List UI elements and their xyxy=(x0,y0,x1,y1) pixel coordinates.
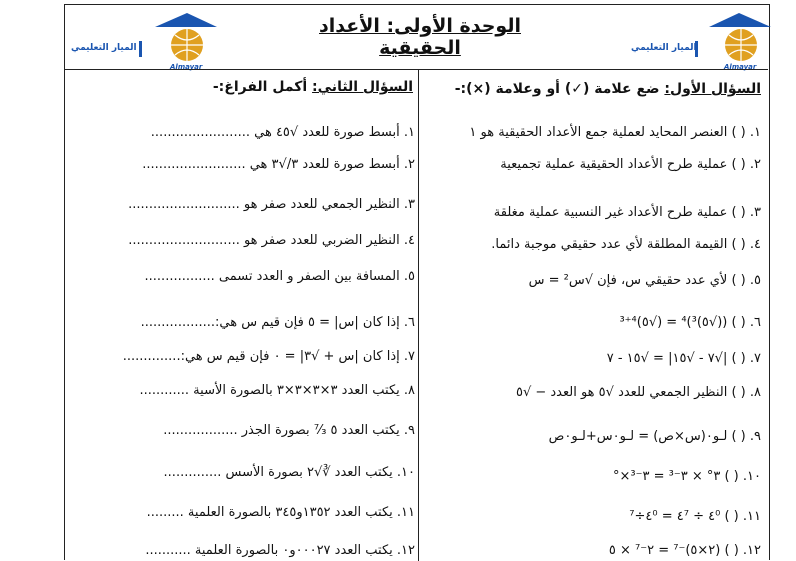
question-two-heading: السؤال الثاني: أكمل الفراغ:- xyxy=(212,79,413,95)
logo-brand-right: Almayar xyxy=(724,63,757,71)
logo-left xyxy=(67,11,217,71)
question-one-heading: السؤال الأول: ضع علامة (✓) أو وعلامة (×):- xyxy=(454,81,761,97)
q1-item: ٩. ( ) لـو٠(س×ص) = لـو٠س+لـو٠ص xyxy=(548,429,761,444)
logo-right xyxy=(631,11,781,71)
q1-item: ٦. ( ) ((√٥)³)⁴ = (√٥)³⁺⁴ xyxy=(619,315,761,330)
q2-item: ١٢. يكتب العدد ٠٠٠٢٧و٠ بالصورة العلمية ........... xyxy=(145,543,415,558)
logo-text-right: الميار التعليمي xyxy=(631,43,697,53)
globe-logo-icon xyxy=(67,11,217,71)
q1-item: ٢. ( ) عملية طرح الأعداد الحقيقية عملية تجميعية xyxy=(500,157,761,172)
page-title: الوحدة الأولى: الأعداد الحقيقية xyxy=(319,15,521,59)
worksheet-frame xyxy=(64,4,770,560)
q2-item: ١١. يكتب العدد ١٣٥٢و٣٤٥ بالصورة العلمية ......... xyxy=(146,505,415,520)
worksheet-header xyxy=(65,5,768,69)
header-divider xyxy=(65,69,768,70)
q1-item: ١٢. ( ) (٢×٥)⁻⁷ = ٢⁻⁷ × ٥ xyxy=(608,543,761,558)
q2-item: ٥. المسافة بين الصفر و العدد تسمى ................. xyxy=(144,269,415,284)
q2-item: ١. أبسط صورة للعدد √٤٥ هي ........................ xyxy=(150,125,415,140)
q1-item: ١٠. ( ) ٣° × ٣⁻³ = ٣⁻³×° xyxy=(612,469,761,484)
logo-text-left: الميار التعليمي xyxy=(71,43,137,53)
q1-item: ٤. ( ) القيمة المطلقة لأي عدد حقيقي موجبة دائما. xyxy=(491,237,761,252)
column-divider xyxy=(418,69,419,561)
q2-item: ٧. إذا كان |س + √٣| = ٠ فإن قيم س هي:.............. xyxy=(122,349,415,364)
q2-item: ٣. النظير الجمعي للعدد صفر هو ........................... xyxy=(128,197,415,212)
q2-item: ٩. يكتب العدد ٥ ⁷⁄₃ بصورة الجذر .................. xyxy=(163,423,415,438)
q2-item: ٨. يكتب العدد ٣×٣×٣×٣ بالصورة الأسية ............ xyxy=(139,383,415,398)
q1-item: ٨. ( ) النظير الجمعي للعدد √٥ هو العدد − √٥ xyxy=(515,385,761,400)
q2-item: ٤. النظير الضربي للعدد صفر هو ........................... xyxy=(128,233,415,248)
q2-item: ٦. إذا كان |س| = ٥ فإن قيم س هي:.................. xyxy=(140,315,415,330)
q1-item: ١. ( ) العنصر المحايد لعملية جمع الأعداد الحقيقية هو ١ xyxy=(469,125,761,140)
q1-item: ٥. ( ) لأي عدد حقيقي س، فإن √س² = س xyxy=(528,273,761,288)
globe-logo-icon xyxy=(631,11,781,71)
logo-brand-left: Almayar xyxy=(170,63,203,71)
q1-item: ٧. ( ) |√٧ - √١٥| = √١٥ - ٧ xyxy=(606,351,761,366)
q2-item: ١٠. يكتب العدد ∛√٢ بصورة الأسس .............. xyxy=(163,465,415,480)
q1-item: ٣. ( ) عملية طرح الأعداد غير النسبية عملية مغلقة xyxy=(493,205,761,220)
q1-item: ١١. ( ) ٤⁰ ÷ ٤⁷ = ٤⁰÷⁷ xyxy=(629,509,761,524)
q2-item: ٢. أبسط صورة للعدد ٣/√٣ هي ......................... xyxy=(142,157,415,172)
